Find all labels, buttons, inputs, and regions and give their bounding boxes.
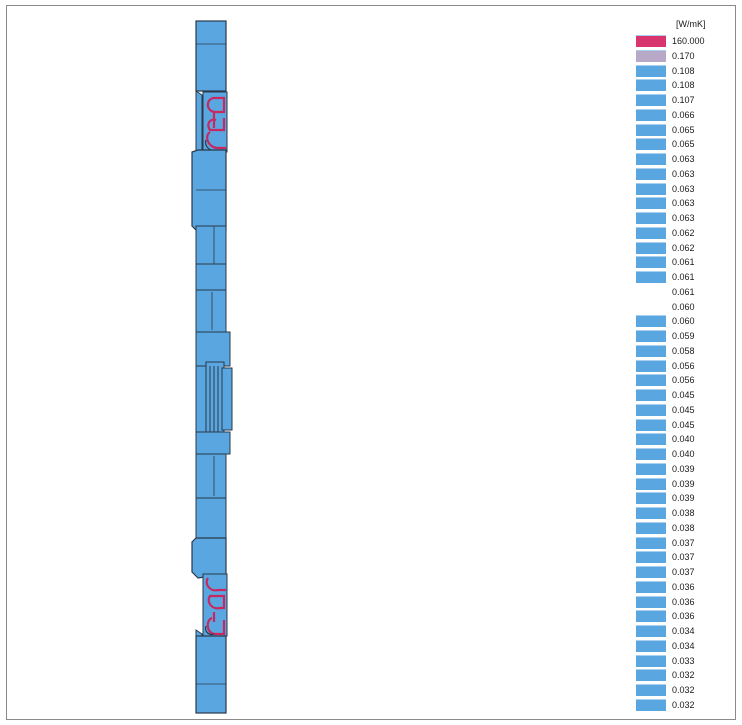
legend-unit-label: [W/mK] bbox=[676, 19, 706, 29]
legend-swatch bbox=[636, 640, 666, 652]
legend-swatch bbox=[636, 507, 666, 519]
panel-upper-chamber-3 bbox=[196, 290, 226, 332]
legend-swatch bbox=[636, 138, 666, 150]
legend-swatch bbox=[636, 271, 666, 283]
legend-swatch bbox=[636, 256, 666, 268]
legend-row bbox=[636, 300, 736, 313]
legend-row bbox=[636, 536, 736, 549]
legend-value: 0.034 bbox=[672, 640, 695, 651]
legend-value: 0.039 bbox=[672, 463, 695, 474]
legend-row bbox=[636, 521, 736, 534]
legend-value: 0.033 bbox=[672, 655, 695, 666]
legend-value: 0.032 bbox=[672, 685, 695, 695]
legend-row bbox=[636, 359, 736, 372]
legend-value: 0.039 bbox=[672, 493, 695, 504]
legend-swatch bbox=[636, 301, 666, 313]
legend-row bbox=[636, 580, 736, 593]
joint-center-block bbox=[206, 362, 224, 438]
legend-row bbox=[636, 329, 736, 342]
legend-row bbox=[636, 639, 736, 652]
legend-swatch bbox=[636, 109, 666, 121]
legend-swatch bbox=[636, 596, 666, 608]
legend-row bbox=[636, 477, 736, 490]
legend-value: 0.040 bbox=[672, 449, 695, 459]
legend-value: 0.045 bbox=[672, 419, 695, 430]
legend-row bbox=[636, 432, 736, 445]
legend-row bbox=[636, 196, 736, 209]
legend-row bbox=[636, 211, 736, 224]
legend-value: 0.039 bbox=[672, 478, 695, 489]
legend-swatch bbox=[636, 463, 666, 475]
panel-upper-chamber-1 bbox=[196, 226, 226, 264]
legend-value: 0.034 bbox=[672, 626, 695, 636]
legend-swatch bbox=[636, 684, 666, 696]
legend-value: 0.061 bbox=[672, 257, 695, 268]
legend-row bbox=[636, 609, 736, 622]
legend-value: 0.063 bbox=[672, 183, 695, 194]
legend-swatch bbox=[636, 65, 666, 77]
legend-row bbox=[636, 344, 736, 357]
legend-value: 0.065 bbox=[672, 139, 695, 150]
legend-row bbox=[636, 34, 736, 47]
legend-value: 0.060 bbox=[672, 301, 695, 312]
legend-swatch bbox=[636, 345, 666, 357]
legend-swatch bbox=[636, 655, 666, 667]
legend-swatch bbox=[636, 551, 666, 563]
legend-swatch bbox=[636, 374, 666, 386]
legend-swatch bbox=[636, 330, 666, 342]
legend-row bbox=[636, 506, 736, 519]
legend-row bbox=[636, 167, 736, 180]
legend-row bbox=[636, 123, 736, 136]
legend-value: 0.037 bbox=[672, 537, 695, 548]
legend-row bbox=[636, 403, 736, 416]
legend-swatch bbox=[636, 581, 666, 593]
legend-row bbox=[636, 241, 736, 254]
legend-value: 0.063 bbox=[672, 168, 695, 179]
legend-swatch bbox=[636, 419, 666, 431]
legend-value: 0.040 bbox=[672, 434, 695, 445]
panel-lower-body bbox=[192, 538, 226, 578]
legend-value: 0.108 bbox=[672, 65, 695, 76]
legend-swatch bbox=[636, 492, 666, 504]
panel-upper-chamber-4 bbox=[196, 332, 230, 366]
legend-swatch bbox=[636, 124, 666, 136]
legend-swatch bbox=[636, 94, 666, 106]
legend-swatch bbox=[636, 360, 666, 372]
panel-lower-chamber-2 bbox=[196, 498, 226, 538]
legend-row bbox=[636, 64, 736, 77]
legend-row bbox=[636, 447, 736, 460]
legend-value: 0.063 bbox=[672, 154, 695, 164]
legend-value: 0.036 bbox=[672, 581, 695, 592]
legend-row bbox=[636, 565, 736, 578]
legend-swatch bbox=[636, 566, 666, 578]
panel-bottom-block bbox=[196, 636, 226, 713]
legend-value: 0.062 bbox=[672, 227, 695, 238]
legend-swatch bbox=[636, 315, 666, 327]
legend-row bbox=[636, 654, 736, 667]
legend-swatch bbox=[636, 183, 666, 195]
legend-row bbox=[636, 462, 736, 475]
legend-value: 0.061 bbox=[672, 272, 695, 282]
legend-value: 0.061 bbox=[672, 286, 695, 297]
legend-row bbox=[636, 49, 736, 62]
legend-value: 160.000 bbox=[672, 36, 705, 46]
legend-value: 0.056 bbox=[672, 375, 695, 386]
legend-row bbox=[636, 93, 736, 106]
legend-value: 0.056 bbox=[672, 360, 695, 371]
legend-row bbox=[636, 491, 736, 504]
legend-swatch bbox=[636, 168, 666, 180]
joint-right-block bbox=[222, 368, 232, 430]
legend-value: 0.045 bbox=[672, 404, 695, 415]
legend-value: 0.062 bbox=[672, 242, 695, 253]
legend-value: 0.066 bbox=[672, 109, 695, 120]
panel-upper-chamber-2 bbox=[196, 264, 226, 290]
legend-row bbox=[636, 78, 736, 91]
legend-row bbox=[636, 314, 736, 327]
legend-value: 0.170 bbox=[672, 50, 695, 61]
legend-swatch bbox=[636, 286, 666, 298]
panel-top-block bbox=[196, 21, 226, 91]
legend-value: 0.065 bbox=[672, 124, 695, 135]
legend-row bbox=[636, 285, 736, 298]
legend-swatch bbox=[636, 537, 666, 549]
legend-swatch bbox=[636, 35, 666, 47]
legend-row bbox=[636, 683, 736, 696]
legend-swatch bbox=[636, 79, 666, 91]
legend-value: 0.036 bbox=[672, 596, 695, 607]
legend-row bbox=[636, 388, 736, 401]
legend-value: 0.045 bbox=[672, 390, 695, 400]
legend-row bbox=[636, 270, 736, 283]
legend-value: 0.059 bbox=[672, 331, 695, 341]
legend-swatch bbox=[636, 50, 666, 62]
legend-row bbox=[636, 152, 736, 165]
legend-value: 0.038 bbox=[672, 522, 695, 533]
legend-row bbox=[636, 182, 736, 195]
legend-row bbox=[636, 137, 736, 150]
legend-swatch bbox=[636, 433, 666, 445]
legend-row bbox=[636, 624, 736, 637]
legend-swatch bbox=[636, 522, 666, 534]
legend-row bbox=[636, 550, 736, 563]
legend-value: 0.037 bbox=[672, 552, 695, 563]
legend-swatch bbox=[636, 212, 666, 224]
legend-value: 0.063 bbox=[672, 213, 695, 223]
joint-lower-block bbox=[196, 432, 230, 454]
legend-value: 0.063 bbox=[672, 198, 695, 209]
legend-swatch bbox=[636, 242, 666, 254]
legend-swatch bbox=[636, 153, 666, 165]
legend-swatch bbox=[636, 478, 666, 490]
legend-row bbox=[636, 226, 736, 239]
legend-value: 0.107 bbox=[672, 95, 695, 105]
legend-value: 0.108 bbox=[672, 80, 695, 91]
legend-value: 0.038 bbox=[672, 508, 695, 518]
legend-row bbox=[636, 668, 736, 681]
panel-top-neck bbox=[196, 91, 202, 154]
legend-value: 0.037 bbox=[672, 567, 695, 577]
legend-row bbox=[636, 595, 736, 608]
legend-swatch bbox=[636, 448, 666, 460]
legend-value: 0.032 bbox=[672, 699, 695, 710]
legend-row bbox=[636, 418, 736, 431]
legend-value: 0.058 bbox=[672, 345, 695, 356]
legend-swatch bbox=[636, 389, 666, 401]
legend-value: 0.060 bbox=[672, 316, 695, 327]
legend-swatch bbox=[636, 699, 666, 711]
legend-row bbox=[636, 255, 736, 268]
legend-row bbox=[636, 698, 736, 711]
legend-swatch bbox=[636, 610, 666, 622]
legend-swatch bbox=[636, 625, 666, 637]
legend-swatch bbox=[636, 227, 666, 239]
legend-row bbox=[636, 373, 736, 386]
legend-swatch bbox=[636, 404, 666, 416]
legend-value: 0.036 bbox=[672, 611, 695, 622]
legend-swatch bbox=[636, 669, 666, 681]
legend-row bbox=[636, 108, 736, 121]
panel-lower-chamber-1 bbox=[196, 454, 226, 498]
legend-value: 0.032 bbox=[672, 670, 695, 681]
legend-swatch bbox=[636, 197, 666, 209]
